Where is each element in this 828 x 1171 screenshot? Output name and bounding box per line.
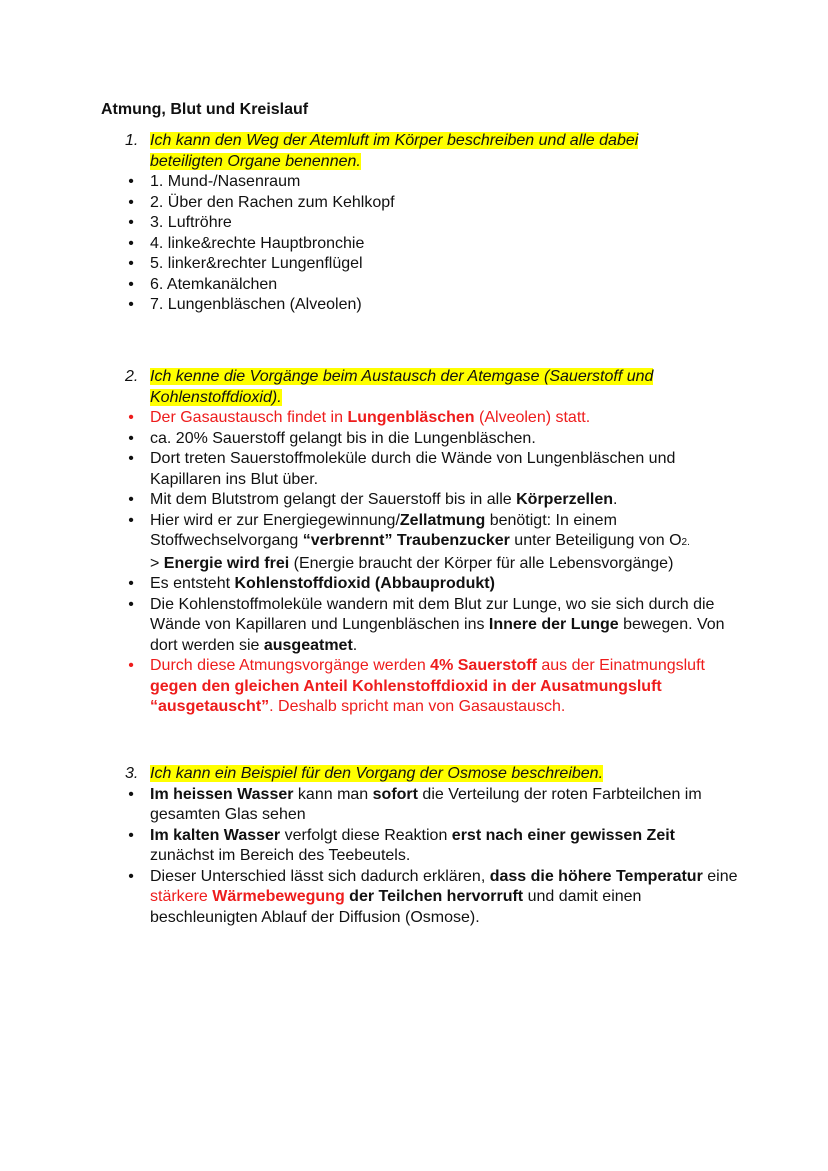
list-item (128, 511, 742, 575)
list-item (128, 234, 742, 255)
list-item (128, 254, 742, 275)
text-run: Durch diese Atmungsvorgänge werden (150, 657, 431, 674)
text-run-bold: Kohlenstoffdioxid (Abbauprodukt) (234, 575, 495, 592)
section-number: 1. (125, 132, 139, 149)
text-run-bold: Energie wird frei (163, 554, 290, 572)
bullet-icon: • (128, 511, 134, 529)
bullet-icon: • (128, 429, 134, 447)
list (0, 172, 828, 316)
section-heading-text: Ich kann ein Beispiel für den Vorgang der Osmose beschreiben. (150, 765, 604, 782)
text-run: benötigt: In einem Stoffwechselvorgang (150, 511, 617, 549)
text-run: Mit dem Blutstrom gelangt der Sauerstoff bis in alle (150, 491, 517, 508)
list-item (128, 213, 742, 234)
list-item (128, 449, 742, 490)
text-run-bold: dass die höhere Temperatur (489, 867, 703, 885)
list-item (128, 785, 742, 826)
bullet-icon: • (128, 214, 134, 231)
section-2 (0, 367, 828, 718)
list-item (128, 867, 742, 929)
text-run: (Energie braucht der Körper für alle Lebensvorgänge) (289, 554, 674, 572)
list-item-text: Dort treten Sauerstoffmoleküle durch die Wände von Lungenbläschen und Kapillaren ins Blut über. (150, 450, 676, 488)
text-run-bold: Zellatmung (399, 511, 486, 529)
list-item (128, 826, 742, 867)
text-run: > (150, 554, 164, 572)
list-item-text: 3. Luftröhre (150, 214, 232, 231)
section-number: 2. (125, 368, 139, 385)
text-run-bold: ausgeatmet (263, 636, 353, 654)
text-run: Hier wird er zur Energiegewinnung/ (150, 511, 400, 529)
list-item (128, 595, 742, 657)
text-run-bold: gegen den gleichen Anteil Kohlenstoffdioxid in der Ausatmungsluft “ausgetauscht” (150, 677, 662, 715)
text-run-bold: Lungenbläschen (347, 409, 475, 426)
text-run-red: stärkere (150, 888, 213, 905)
list-item-text: 1. Mund-/Nasenraum (150, 173, 301, 190)
text-run-bold: Im kalten Wasser (150, 826, 281, 844)
bullet-icon: • (128, 193, 134, 211)
bullet-icon: • (128, 234, 134, 252)
list-item (128, 574, 742, 595)
bullet-icon: • (128, 409, 134, 426)
bullet-icon: • (128, 785, 134, 803)
section-heading (125, 367, 710, 408)
bullet-icon: • (128, 275, 134, 293)
text-run: zunächst im Bereich des Teebeutels. (150, 847, 411, 864)
page-title: Atmung, Blut und Kreislauf (101, 101, 309, 118)
subscript: 2. (681, 537, 690, 548)
text-run: . Deshalb spricht man von Gasaustausch. (269, 698, 566, 715)
bullet-icon: • (128, 826, 134, 844)
bullet-icon: • (128, 657, 134, 674)
text-run-red-bold: Wärmebewegung (212, 888, 345, 905)
list-item (128, 490, 742, 511)
text-run: kann man (293, 785, 373, 803)
text-run: . (352, 636, 358, 654)
text-run-bold: Innere der Lunge (488, 616, 619, 633)
text-run: unter Beteiligung von O (509, 532, 682, 549)
list-item (128, 408, 742, 429)
text-run: (Alveolen) statt. (474, 409, 591, 426)
section-heading (125, 131, 710, 172)
list-item (128, 275, 742, 296)
list-item (128, 429, 742, 450)
list-item-text: 2. Über den Rachen zum Kehlkopf (150, 193, 395, 211)
bullet-icon: • (128, 867, 134, 885)
text-run: Es entsteht (150, 575, 235, 592)
text-run-bold: Körperzellen (516, 491, 614, 508)
list-item (128, 172, 742, 193)
list-item-text: 5. linker&rechter Lungenflügel (150, 255, 363, 272)
text-run: Dieser Unterschied lässt sich dadurch erklären, (150, 867, 490, 885)
text-run: . (613, 491, 618, 508)
bullet-icon: • (128, 491, 134, 508)
text-run: Die Kohlenstoffmoleküle wandern mit dem Blut zur Lunge, wo sie sich durch die Wände von Kapillaren und Lungenbläschen ins (150, 595, 715, 633)
text-run-bold: Im heissen Wasser (150, 785, 294, 803)
text-run: und damit einen beschleunigten Ablauf der Diffusion (Osmose). (150, 888, 642, 926)
bullet-icon: • (128, 575, 134, 592)
bullet-icon: • (128, 296, 134, 313)
list-item-text: 7. Lungenbläschen (Alveolen) (150, 296, 362, 313)
bullet-icon: • (128, 595, 134, 613)
bullet-icon: • (128, 255, 134, 272)
section-heading-text: Ich kenne die Vorgänge beim Austausch der Atemgase (Sauerstoff und Kohlenstoffdioxid). (150, 368, 654, 406)
list-item-text: ca. 20% Sauerstoff gelangt bis in die Lungenbläschen. (150, 429, 536, 447)
text-run-bold: der Teilchen hervorruft (349, 888, 524, 905)
section-1 (0, 131, 828, 316)
list-item (128, 656, 742, 718)
list-item-text: 6. Atemkanälchen (150, 275, 278, 293)
text-run-bold: sofort (372, 785, 418, 803)
list-item (128, 193, 742, 214)
text-run-bold: 4% Sauerstoff (430, 657, 537, 674)
section-3 (0, 764, 828, 928)
bullet-icon: • (128, 173, 134, 190)
text-run: aus der Einatmungsluft (536, 657, 705, 674)
text-run-bold: “verbrennt” Traubenzucker (302, 532, 510, 549)
bullet-icon: • (128, 450, 134, 467)
list-item (128, 295, 742, 316)
list-item-text: 4. linke&rechte Hauptbronchie (150, 234, 365, 252)
text-run: verfolgt diese Reaktion (280, 826, 452, 844)
list (0, 785, 828, 929)
section-heading-text: Ich kann den Weg der Atemluft im Körper beschreiben und alle dabei beteiligten Organe benennen. (150, 132, 639, 170)
list (0, 408, 828, 718)
section-number: 3. (125, 765, 139, 782)
text-run: bewegen. Von dort werden sie (150, 616, 725, 654)
section-heading (125, 764, 710, 785)
text-run: Der Gasaustausch findet in (150, 409, 348, 426)
text-run-bold: erst nach einer gewissen Zeit (451, 826, 675, 844)
text-run: eine (702, 867, 738, 885)
text-run: die Verteilung der roten Farbteilchen im gesamten Glas sehen (150, 785, 702, 823)
